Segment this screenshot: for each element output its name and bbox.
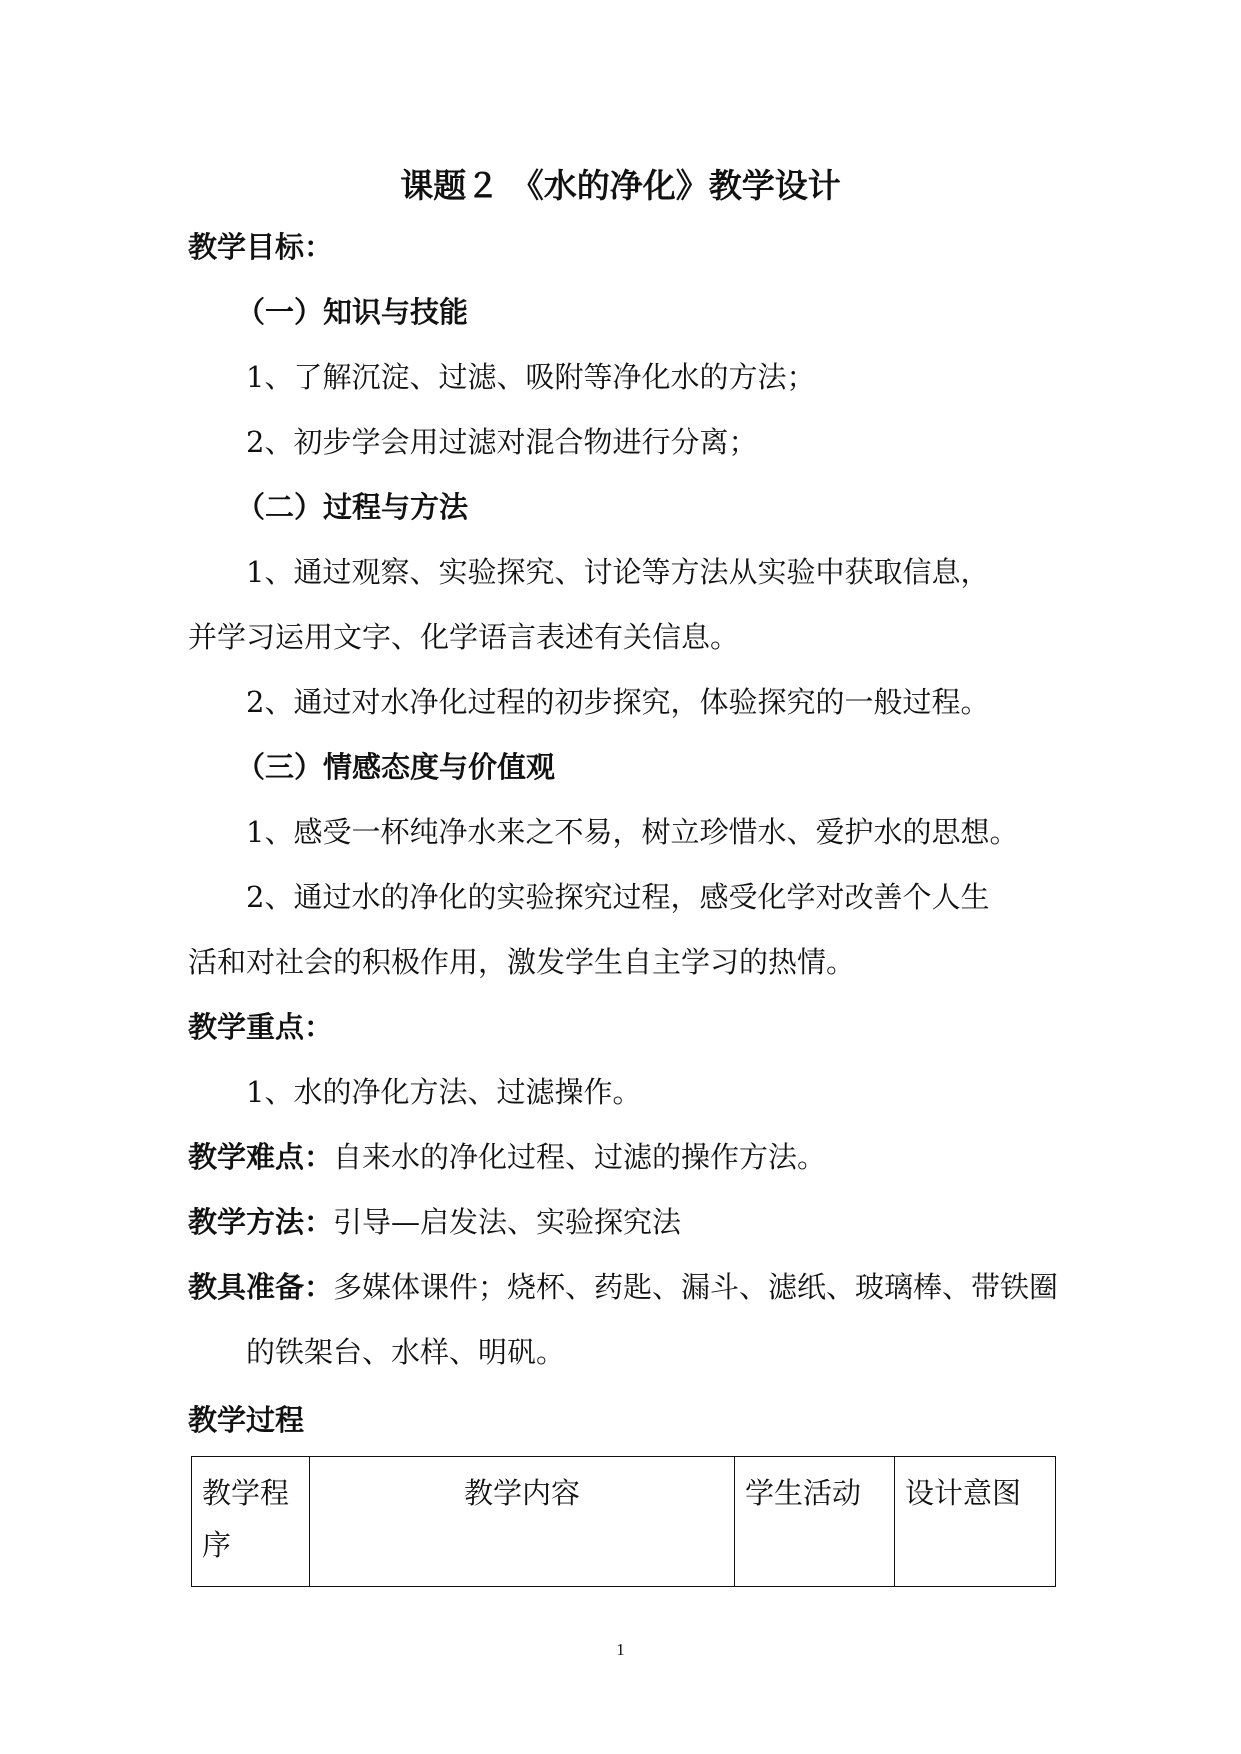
- emotion-values-heading: （三）情感态度与价值观: [236, 750, 556, 784]
- objectives-heading: 教学目标：: [188, 230, 334, 264]
- column-header-student-activity: 学生活动: [735, 1457, 895, 1587]
- difficulties-label: 教学难点：: [188, 1140, 334, 1174]
- table-header-row: [192, 1457, 1056, 1587]
- page-number: 1: [616, 1640, 625, 1659]
- equipment-label: 教具准备：: [188, 1270, 334, 1304]
- equipment-text-line-2: 的铁架台、水样、明矾。: [246, 1335, 566, 1369]
- emotion-item-1: 1、感受一杯纯净水来之不易，树立珍惜水、爱护水的思想。: [246, 815, 1019, 849]
- emotion-item-2-line-2: 活和对社会的积极作用，激发学生自主学习的热情。: [188, 945, 856, 979]
- knowledge-item-2: 2、初步学会用过滤对混合物进行分离；: [246, 425, 758, 459]
- equipment-row: [188, 1269, 1058, 1305]
- methods-label: 教学方法：: [188, 1205, 334, 1239]
- teaching-process-heading: 教学过程: [188, 1403, 305, 1437]
- teaching-process-table: [191, 1456, 1056, 1587]
- document-title: 课题２ 《水的净化》教学设计: [400, 166, 841, 205]
- column-header-content: 教学内容: [310, 1457, 735, 1587]
- methods-row: [188, 1204, 681, 1240]
- equipment-text-line-1: 多媒体课件；烧杯、药匙、漏斗、滤纸、玻璃棒、带铁圈: [333, 1270, 1059, 1304]
- process-item-1-line-1: 1、通过观察、实验探究、讨论等方法从实验中获取信息，: [246, 555, 990, 589]
- emotion-item-2-line-1: 2、通过水的净化的实验探究过程，感受化学对改善个人生: [246, 880, 990, 914]
- difficulties-row: [188, 1139, 826, 1175]
- column-header-procedure: 教学程序: [192, 1457, 310, 1587]
- methods-text: 引导—启发法、实验探究法: [333, 1205, 682, 1239]
- process-item-2: 2、通过对水净化过程的初步探究，体验探究的一般过程。: [246, 685, 990, 719]
- knowledge-item-1: 1、了解沉淀、过滤、吸附等净化水的方法；: [246, 360, 816, 394]
- process-item-1-line-2: 并学习运用文字、化学语言表述有关信息。: [188, 620, 740, 654]
- column-header-design-intent: 设计意图: [895, 1457, 1056, 1587]
- process-method-heading: （二）过程与方法: [236, 490, 469, 524]
- knowledge-skills-heading: （一）知识与技能: [236, 295, 469, 329]
- difficulties-text: 自来水的净化过程、过滤的操作方法。: [333, 1140, 827, 1174]
- key-points-item: 1、水的净化方法、过滤操作。: [246, 1075, 642, 1109]
- key-points-heading: 教学重点：: [188, 1010, 334, 1044]
